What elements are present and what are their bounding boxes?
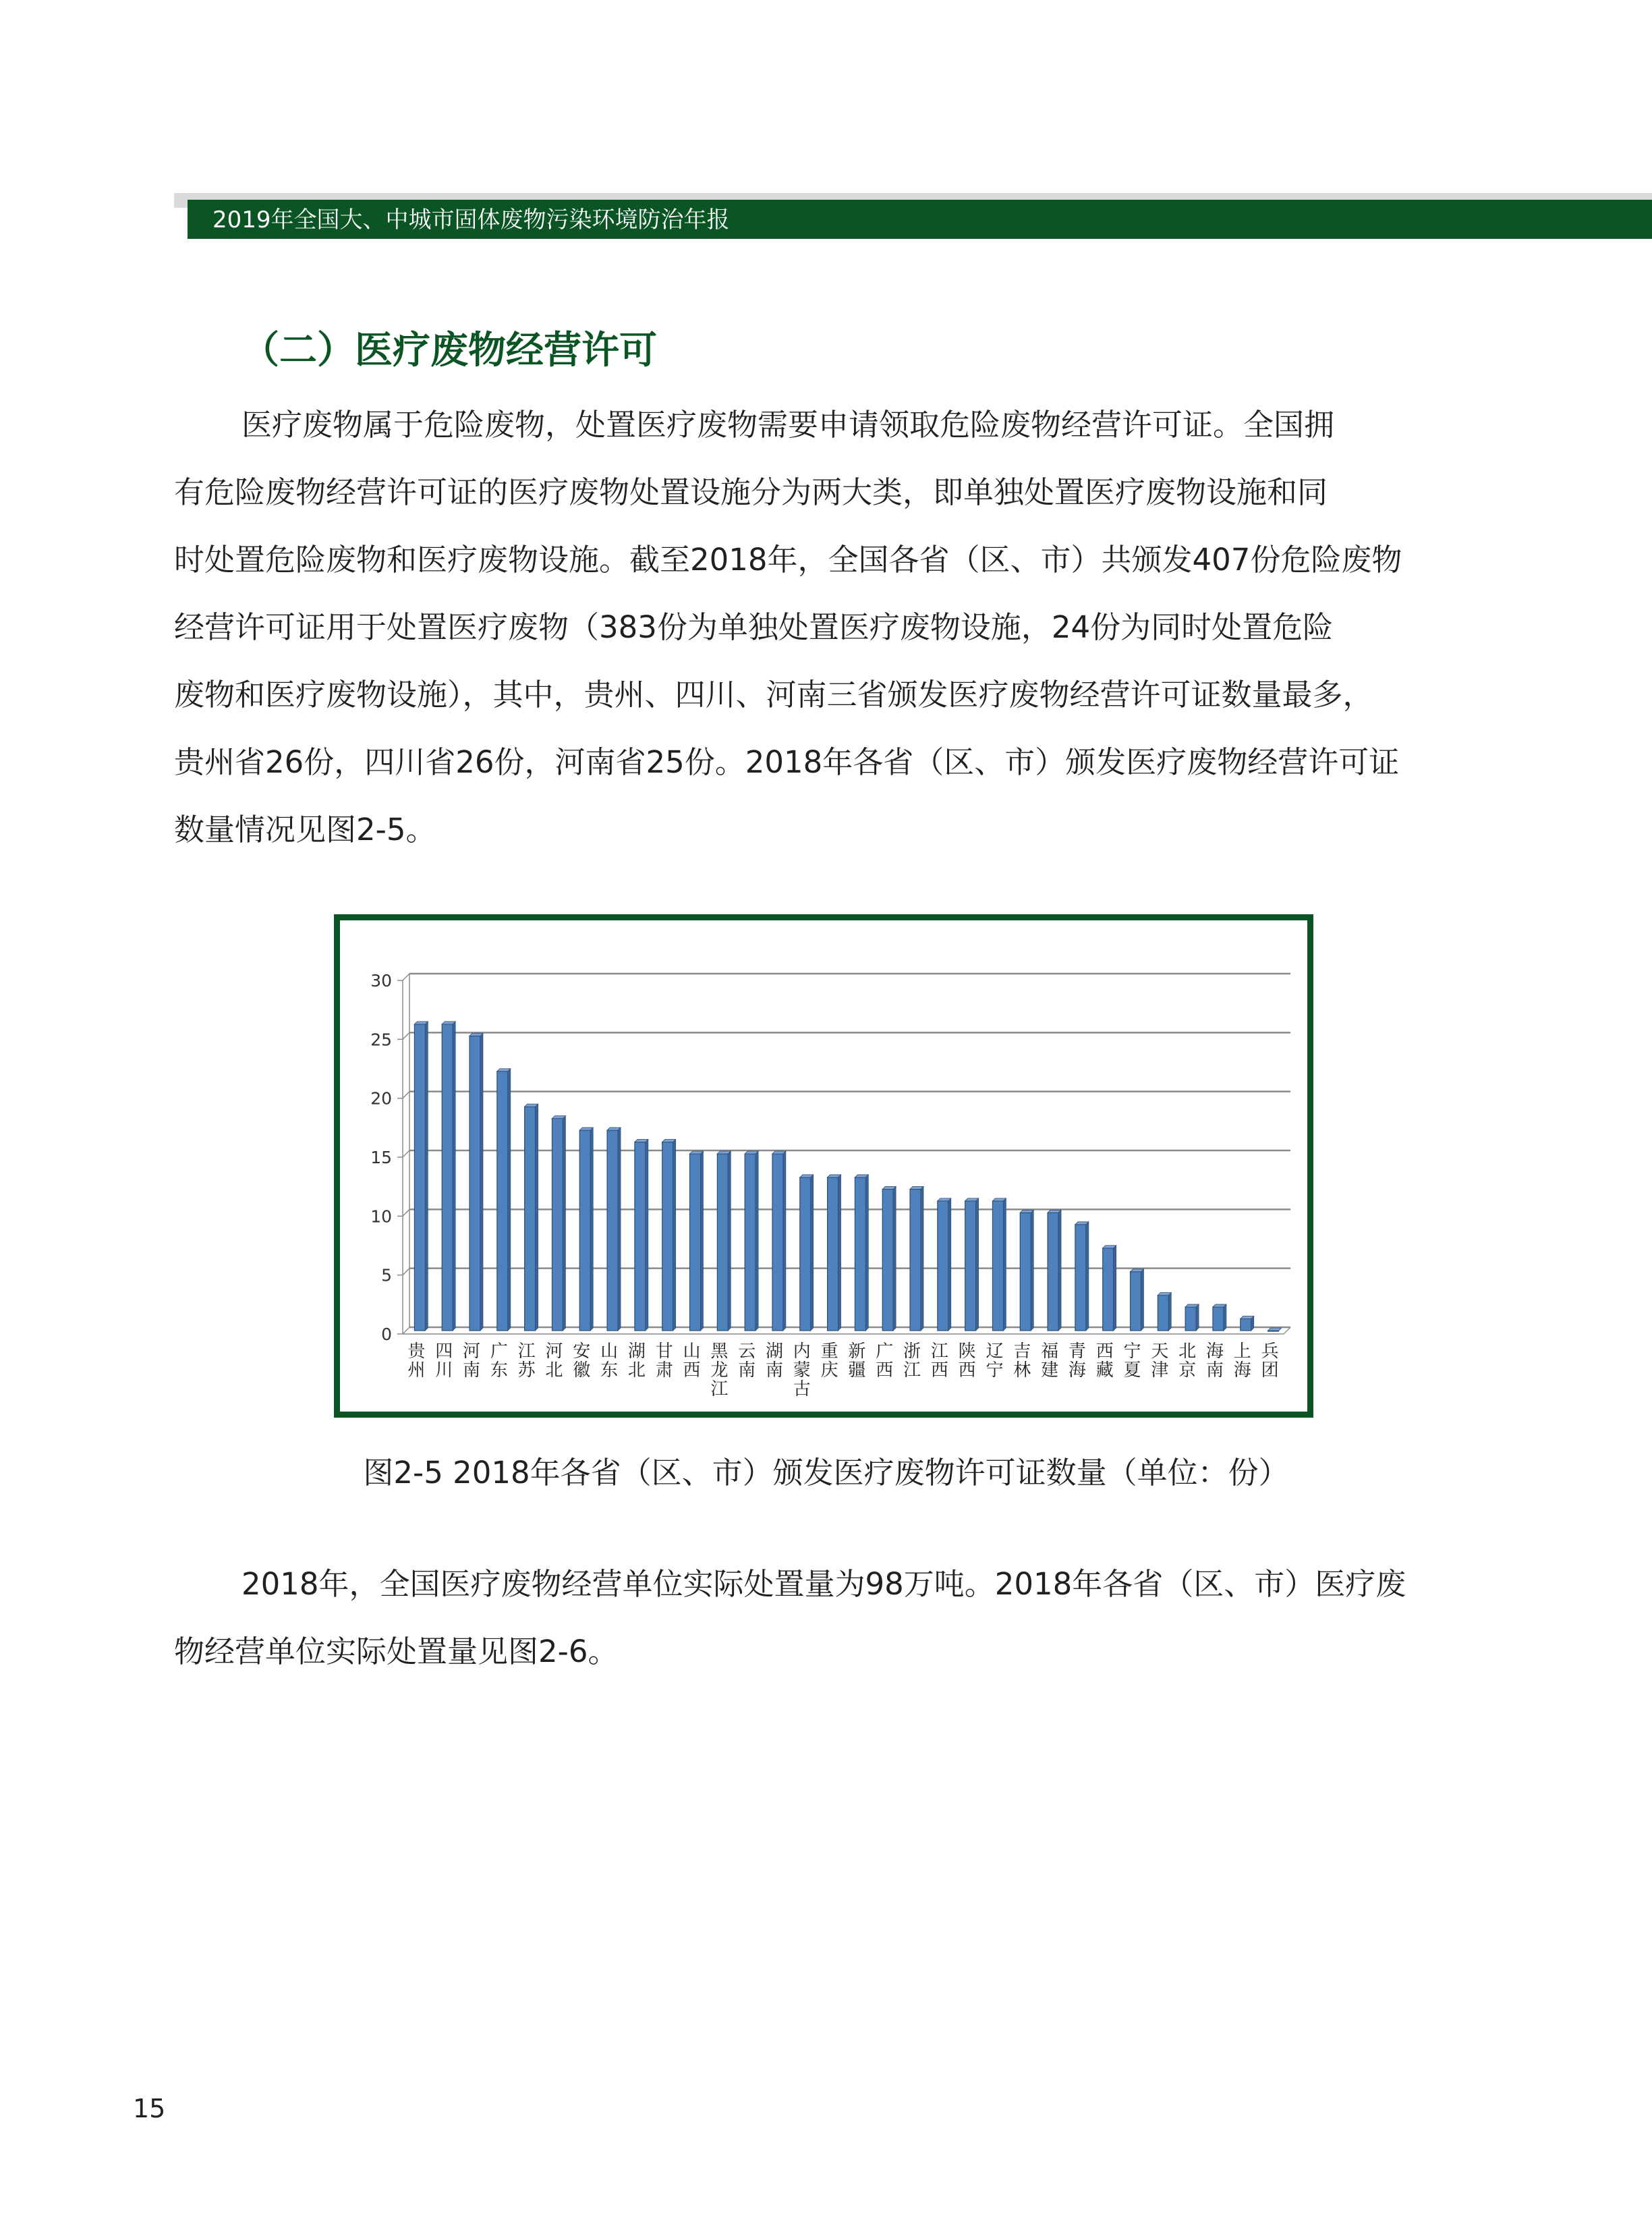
bar [525, 1107, 536, 1331]
x-category-label: 江西 [930, 1341, 948, 1381]
x-category-label: 山西 [683, 1341, 701, 1381]
x-category-label: 青海 [1068, 1341, 1086, 1381]
bar-side [425, 1022, 428, 1331]
bar-side [976, 1198, 979, 1331]
paragraph-2-line: 2018年，全国医疗废物经营单位实际处置量为98万吨。2018年各省（区、市）医疗废 [241, 1566, 1406, 1602]
bar [442, 1024, 453, 1331]
bar [965, 1201, 976, 1331]
chart-frame [334, 914, 1313, 1418]
section-heading: （二）医疗废物经营许可 [241, 329, 657, 372]
x-category-label: 陕西 [958, 1341, 976, 1381]
paragraph-2 [174, 1551, 1456, 1686]
bar [992, 1201, 1003, 1331]
bar [1020, 1213, 1031, 1331]
x-category-label: 江苏 [517, 1341, 536, 1381]
x-category-label: 吉林 [1013, 1341, 1031, 1381]
gridline-depth [403, 1327, 409, 1334]
figure-caption: 图2-5 2018年各省（区、市）颁发医疗废物许可证数量（单位：份） [363, 1455, 1289, 1491]
x-category-label: 黑龙江 [710, 1341, 729, 1399]
bar-side [728, 1151, 731, 1331]
bar [497, 1072, 508, 1331]
gridline-depth [403, 1209, 409, 1216]
bar [1213, 1307, 1224, 1331]
x-category-label: 山东 [600, 1341, 619, 1381]
bar-side [1251, 1316, 1254, 1331]
y-tick-label: 25 [370, 1030, 392, 1050]
bar [1158, 1296, 1168, 1331]
gridline-depth [403, 1032, 409, 1039]
bar-side [1086, 1222, 1089, 1331]
x-category-label: 北京 [1178, 1341, 1197, 1381]
bar-side [673, 1140, 676, 1331]
y-tick-label: 30 [370, 971, 392, 991]
x-category-label: 河北 [545, 1341, 563, 1381]
bar-side [1058, 1210, 1061, 1331]
bar [1131, 1272, 1141, 1331]
x-category-label: 天津 [1151, 1341, 1169, 1381]
x-category-label: 西藏 [1095, 1341, 1114, 1381]
page-number: 15 [133, 2094, 166, 2123]
bar-side [893, 1186, 896, 1331]
bar [828, 1177, 838, 1331]
bar-side [618, 1128, 621, 1331]
paragraph-1-line: 时处置危险废物和医疗废物设施。截至2018年，全国各省（区、市）共颁发407份危险废物 [174, 542, 1402, 578]
bar-side [508, 1069, 511, 1331]
bar [855, 1177, 865, 1331]
bar-side [1141, 1269, 1144, 1331]
bar-side [563, 1116, 565, 1331]
x-category-label: 甘肃 [655, 1341, 673, 1381]
bar-side [921, 1186, 923, 1331]
x-category-label: 湖南 [765, 1341, 783, 1381]
x-category-label: 福建 [1041, 1341, 1059, 1381]
bar [1241, 1319, 1251, 1331]
x-category-label: 河南 [463, 1341, 481, 1381]
bar-side [783, 1151, 786, 1331]
x-category-label: 辽宁 [986, 1341, 1004, 1381]
bar-side [1196, 1304, 1199, 1331]
x-category-label: 内蒙古 [793, 1341, 811, 1399]
x-category-label: 宁夏 [1123, 1341, 1141, 1381]
paragraph-1-line: 贵州省26份，四川省26份，河南省25份。2018年各省（区、市）颁发医疗废物经营许可证 [174, 744, 1400, 780]
x-category-label: 广西 [876, 1341, 894, 1381]
bar-side [1168, 1293, 1171, 1331]
paragraph-1-line: 废物和医疗废物设施），其中，贵州、四川、河南三省颁发医疗废物经营许可证数量最多， [174, 677, 1373, 713]
bar [745, 1154, 756, 1331]
gridline-depth [403, 1150, 409, 1157]
x-category-label: 湖北 [627, 1341, 646, 1381]
bar-side [838, 1175, 841, 1331]
x-category-label: 四川 [435, 1341, 453, 1381]
bar [938, 1201, 948, 1331]
bar-side [1114, 1246, 1116, 1331]
gridline-depth [403, 1092, 409, 1098]
paragraph-1-line: 经营许可证用于处置医疗废物（383份为单独处置医疗废物设施，24份为同时处置危险 [174, 609, 1334, 645]
x-category-label: 广东 [490, 1341, 508, 1381]
x-category-label: 兵团 [1261, 1341, 1279, 1381]
bar [1048, 1213, 1058, 1331]
bar-side [1224, 1304, 1226, 1331]
bar-side [1031, 1210, 1033, 1331]
y-tick-label: 15 [370, 1148, 392, 1167]
bar [607, 1130, 618, 1331]
x-category-label: 贵州 [407, 1341, 426, 1381]
gridline-depth [403, 974, 409, 980]
y-tick-label: 10 [370, 1206, 392, 1227]
bar-side [646, 1140, 648, 1331]
header-title: 2019年全国大、中城市固体废物污染环境防治年报 [212, 206, 730, 233]
bar [1075, 1225, 1086, 1331]
x-category-label: 浙江 [903, 1341, 921, 1381]
bar [469, 1036, 480, 1331]
bar-side [948, 1198, 951, 1331]
y-tick-label: 0 [381, 1325, 392, 1344]
x-category-label: 上海 [1233, 1341, 1251, 1381]
paragraph-2-line: 物经营单位实际处置量见图2-6。 [174, 1634, 619, 1669]
x-category-label: 重庆 [820, 1341, 838, 1381]
paragraph-1-line: 数量情况见图2-5。 [174, 812, 436, 847]
bar-side [453, 1022, 455, 1331]
bar [800, 1177, 811, 1331]
floor-depth-edge [1284, 1327, 1290, 1334]
bar-side [701, 1151, 704, 1331]
x-category-label: 新疆 [848, 1341, 866, 1381]
gridline-depth [403, 1269, 409, 1275]
bar [690, 1154, 701, 1331]
y-tick-label: 5 [381, 1265, 392, 1285]
bar-side [590, 1128, 593, 1331]
bar-side [1003, 1198, 1006, 1331]
bar [579, 1130, 590, 1331]
bar-chart [340, 920, 1307, 1412]
bar [772, 1154, 783, 1331]
x-category-label: 海南 [1205, 1341, 1224, 1381]
bar [414, 1024, 425, 1331]
bar [717, 1154, 728, 1331]
paragraph-1 [174, 391, 1456, 864]
bar [1185, 1307, 1196, 1331]
bar [882, 1189, 893, 1331]
bar [662, 1142, 673, 1331]
paragraph-1-line: 有危险废物经营许可证的医疗废物处置设施分为两大类，即单独处置医疗废物设施和同 [174, 474, 1328, 510]
x-category-label: 云南 [738, 1341, 756, 1381]
bar-side [756, 1151, 758, 1331]
bar-side [865, 1175, 868, 1331]
y-tick-label: 20 [370, 1088, 392, 1109]
bar [1103, 1248, 1114, 1331]
x-category-label: 安徽 [573, 1341, 591, 1381]
bar-side [480, 1033, 483, 1331]
paragraph-1-line: 医疗废物属于危险废物，处置医疗废物需要申请领取危险废物经营许可证。全国拥 [241, 407, 1335, 443]
bar-side [811, 1175, 814, 1331]
bar [635, 1142, 646, 1331]
bar [910, 1189, 921, 1331]
bar [552, 1119, 563, 1331]
bar-side [536, 1104, 538, 1331]
